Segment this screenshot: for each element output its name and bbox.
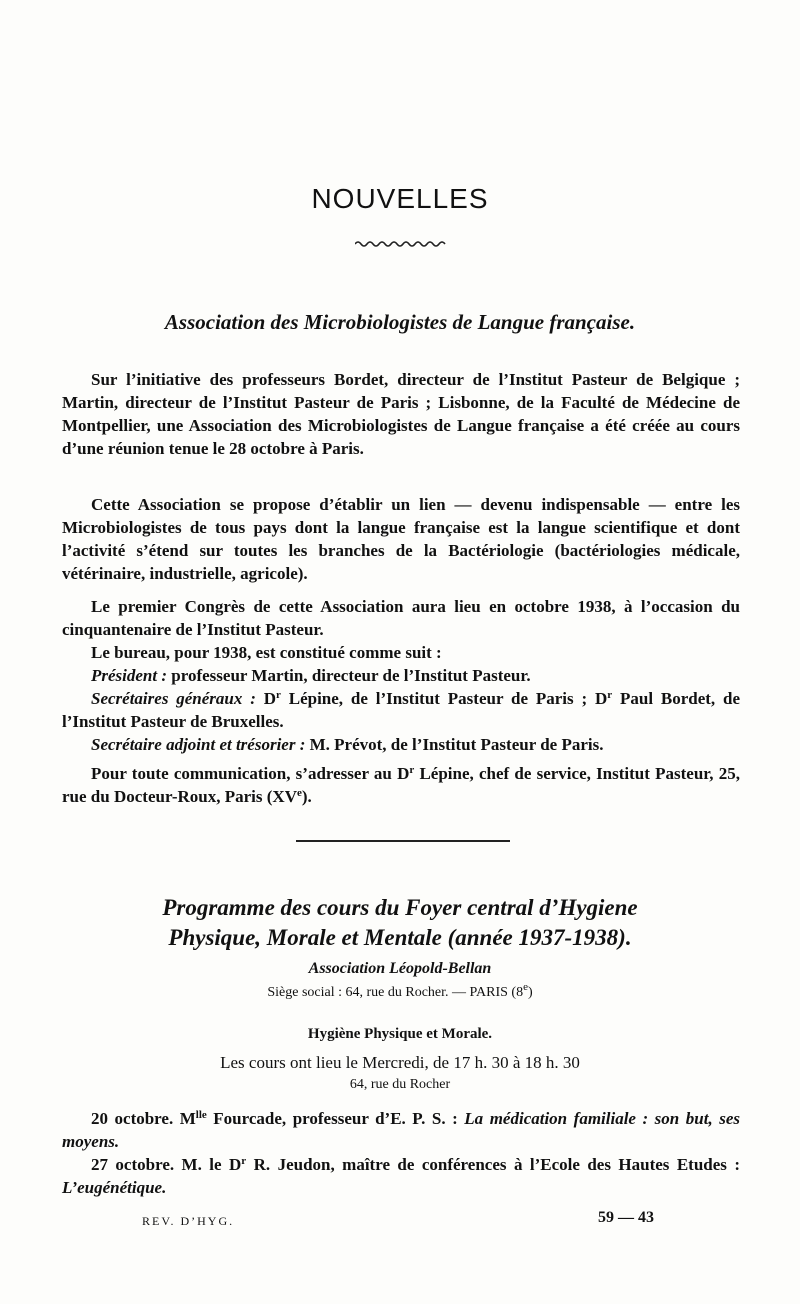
siege-line xyxy=(0,981,800,1001)
course-entry xyxy=(62,1107,740,1153)
paragraph-bureau: Le bureau, pour 1938, est constitué comme suit : xyxy=(91,643,442,662)
ornament-squiggle xyxy=(355,240,447,248)
entry-title: La médication familiale : son but, ses moyens. xyxy=(62,1109,740,1151)
bureau-secretaries xyxy=(62,687,740,733)
association-name: Association Léopold-Bellan xyxy=(308,960,492,977)
paragraph-initiative xyxy=(62,368,740,460)
entry-text: 20 octobre. M xyxy=(91,1109,196,1128)
secadj-text: M. Prévot, de l’Institut Pasteur de Paris. xyxy=(305,735,604,754)
president-label: Président : xyxy=(91,666,168,685)
superscript: r xyxy=(409,764,415,776)
course-list xyxy=(62,1107,740,1199)
siege-text: ) xyxy=(527,985,533,1000)
secadj-label: Secrétaire adjoint et trésorier : xyxy=(91,735,306,754)
secgen-text: D xyxy=(255,689,277,708)
secgen-text: Paul Bordet, de l’Institut Pasteur de Bruxelles. xyxy=(62,689,741,731)
paragraph-text: Sur l’initiative des professeurs Bordet, directeur de l’Institut Pasteur de Belgique ; Martin, directeur de l’Institut Pasteur de Paris ; Lisbonne, de la Faculté de Médecine de Montpellier, une Association des Microbiologistes de Langue française a été créée au cours d’une réunion tenue le 28 octobre à Paris. xyxy=(62,370,740,458)
paragraph-purpose xyxy=(62,493,740,585)
course-entry xyxy=(62,1153,740,1199)
journal-abbrev: REV. D’HYG. xyxy=(142,1214,235,1228)
contact-part: Pour toute communication, s’adresser au D xyxy=(91,764,410,783)
secgen-label: Secrétaires généraux : xyxy=(91,689,256,708)
schedule-line: Les cours ont lieu le Mercredi, de 17 h. 30 à 18 h. 30 xyxy=(220,1053,580,1072)
address-line: 64, rue du Rocher xyxy=(349,1077,451,1092)
entry-text: R. Jeudon, maître de conférences à l’Ecole des Hautes Etudes : xyxy=(246,1155,740,1174)
contact-part: ). xyxy=(301,787,312,806)
entry-text: 27 octobre. M. le D xyxy=(91,1155,242,1174)
contact-part: Lépine, chef de service, Institut Pasteur, 25, rue du Docteur-Roux, Paris (XV xyxy=(62,764,740,806)
paragraph-congress: Le premier Congrès de cette Association aura lieu en octobre 1938, à l’occasion du cinquantenaire de l’Institut Pasteur. xyxy=(62,597,740,639)
president-text: professeur Martin, directeur de l’Institut Pasteur. xyxy=(167,666,531,685)
entry-text: Fourcade, professeur d’E. P. S. : xyxy=(206,1109,465,1128)
page-heading: NOUVELLES xyxy=(311,183,489,214)
superscript: r xyxy=(607,689,613,701)
programme-title-line: Physique, Morale et Mentale (année 1937-1938). xyxy=(168,925,632,950)
secgen-text: Lépine, de l’Institut Pasteur de Paris ; D xyxy=(280,689,608,708)
bureau-president xyxy=(62,664,740,687)
superscript: r xyxy=(241,1155,247,1167)
superscript: lle xyxy=(195,1109,207,1121)
paragraph-congress-bureau xyxy=(62,595,740,756)
section-title-association: Association des Microbiologistes de Langue française. xyxy=(164,310,636,334)
superscript: e xyxy=(523,981,528,993)
paragraph-text: Cette Association se propose d’établir un lien — devenu indispensable — entre les Microbiologistes de tous pays dont la langue française est la langue scientifique et dont l’activité s’étend sur toutes les branches de la Bactériologie (bactériologies médicale, vétérinaire, industrielle, agricole). xyxy=(62,495,740,583)
section-divider xyxy=(296,840,510,842)
programme-title-line: Programme des cours du Foyer central d’Hygiene xyxy=(162,895,638,920)
contact-text xyxy=(62,762,740,808)
page-number: 59 — 43 xyxy=(598,1209,654,1226)
entry-title: L’eugénétique. xyxy=(62,1178,167,1197)
section-title-programme xyxy=(60,893,740,953)
bureau-treasurer xyxy=(62,733,740,756)
subheading-hygiene: Hygiène Physique et Morale. xyxy=(307,1026,493,1042)
siege-text: Siège social : 64, rue du Rocher. — PARIS (8 xyxy=(267,985,524,1000)
superscript: r xyxy=(276,689,281,701)
paragraph-contact xyxy=(62,762,740,808)
superscript: e xyxy=(296,787,302,799)
